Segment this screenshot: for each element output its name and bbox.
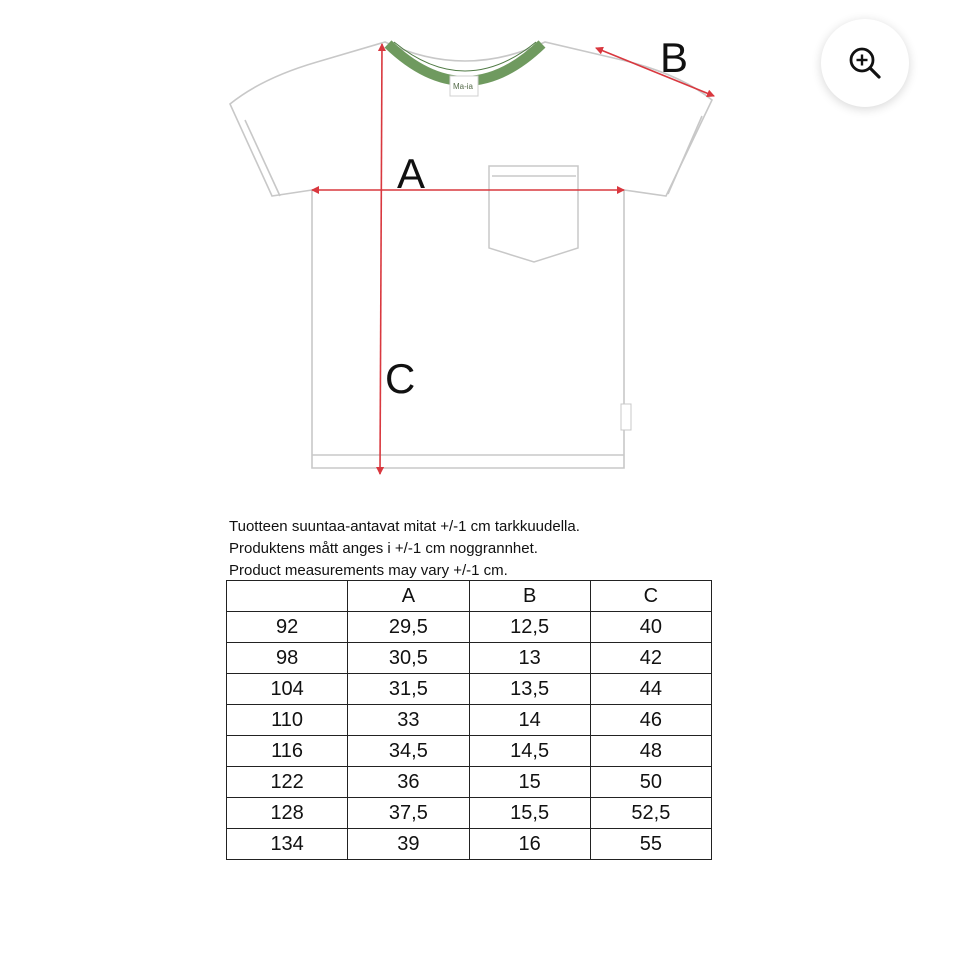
label-b: B	[660, 34, 689, 81]
note-swedish: Produktens mått anges i +/-1 cm noggrannhet.	[229, 540, 538, 557]
cell-size: 128	[227, 798, 348, 829]
label-c: C	[385, 355, 416, 402]
zoom-button[interactable]	[821, 19, 909, 107]
table-row	[227, 736, 712, 767]
cell-size: 116	[227, 736, 348, 767]
table-row	[227, 798, 712, 829]
cell-size: 110	[227, 705, 348, 736]
cell-b: 15,5	[469, 798, 590, 829]
label-a: A	[397, 150, 426, 197]
cell-size: 92	[227, 612, 348, 643]
cell-size: 98	[227, 643, 348, 674]
cell-size: 104	[227, 674, 348, 705]
table-row	[227, 643, 712, 674]
header-a: A	[348, 581, 469, 612]
cell-b: 16	[469, 829, 590, 860]
cell-a: 33	[348, 705, 469, 736]
cell-c: 40	[590, 612, 711, 643]
table-header-row	[227, 581, 712, 612]
cell-c: 55	[590, 829, 711, 860]
cell-b: 13,5	[469, 674, 590, 705]
cell-c: 48	[590, 736, 711, 767]
cell-a: 30,5	[348, 643, 469, 674]
cell-b: 15	[469, 767, 590, 798]
table-row	[227, 829, 712, 860]
svg-text:Ma-ia: Ma-ia	[453, 82, 474, 91]
table-row	[227, 767, 712, 798]
cell-b: 13	[469, 643, 590, 674]
brand-label	[450, 76, 478, 96]
cell-a: 37,5	[348, 798, 469, 829]
cell-size: 122	[227, 767, 348, 798]
cell-b: 12,5	[469, 612, 590, 643]
table-row	[227, 674, 712, 705]
tshirt-outline	[230, 42, 712, 468]
cell-b: 14,5	[469, 736, 590, 767]
side-tag	[621, 404, 631, 430]
chest-pocket	[489, 166, 578, 262]
table-row	[227, 612, 712, 643]
cell-a: 34,5	[348, 736, 469, 767]
cell-c: 44	[590, 674, 711, 705]
note-finnish: Tuotteen suuntaa-antavat mitat +/-1 cm tarkkuudella.	[229, 518, 580, 535]
cell-a: 29,5	[348, 612, 469, 643]
zoom-in-icon	[847, 45, 883, 81]
header-size	[227, 581, 348, 612]
size-table	[226, 580, 712, 860]
measurement-notes	[229, 516, 580, 582]
cell-c: 50	[590, 767, 711, 798]
cell-a: 31,5	[348, 674, 469, 705]
header-c: C	[590, 581, 711, 612]
cell-b: 14	[469, 705, 590, 736]
cell-a: 36	[348, 767, 469, 798]
cell-c: 52,5	[590, 798, 711, 829]
cell-c: 46	[590, 705, 711, 736]
header-b: B	[469, 581, 590, 612]
cell-size: 134	[227, 829, 348, 860]
note-english: Product measurements may vary +/-1 cm.	[229, 562, 508, 579]
cell-c: 42	[590, 643, 711, 674]
cell-a: 39	[348, 829, 469, 860]
table-row	[227, 705, 712, 736]
